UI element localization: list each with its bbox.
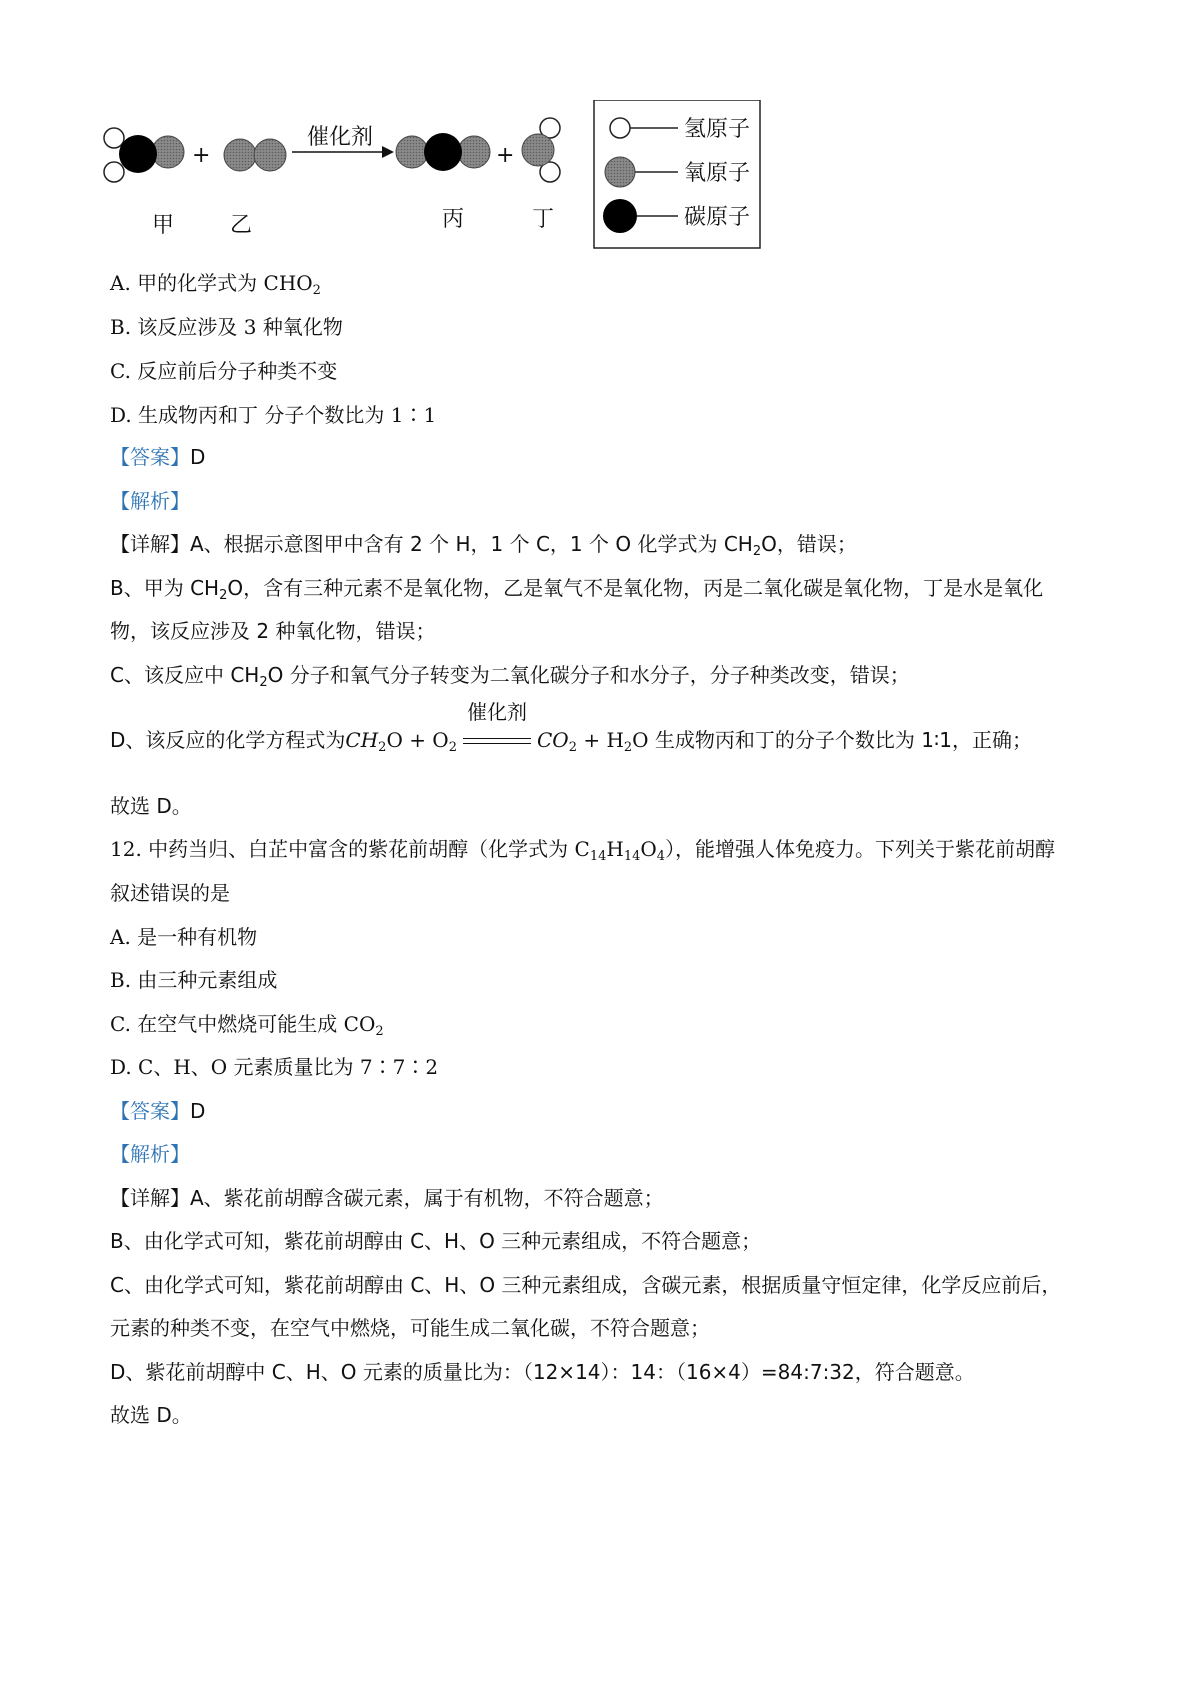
q12-explanation-c2: 元素的种类不变，在空气中燃烧，可能生成二氧化碳，不符合题意； — [110, 1316, 710, 1340]
q11-explanation-c: C、该反应中 $CH_2O$ 分子和氧气分子转变为二氧化碳分子和水分子，分子种类改变，错误； — [110, 663, 910, 690]
q12-explanation-a: 【详解】A、紫花前胡醇含碳元素，属于有机物，不符合题意； — [110, 1186, 664, 1210]
legend-oxygen: 氧原子 — [684, 161, 751, 186]
q11-answer: 【答案】D — [110, 445, 206, 469]
q12-option-c: C. 在空气中燃烧可能生成 $CO_2$ — [110, 1012, 384, 1039]
q11-option-b: B. 该反应涉及 3 种氧化物 — [110, 315, 343, 339]
q12-explanation-d: D、紫花前胡醇中 C、H、O 元素的质量比为：（12×14）：14：（16×4）=84:7:32，符合题意。 — [110, 1360, 975, 1384]
plus-sign-2: + — [496, 143, 515, 168]
label-yi: 乙 — [230, 213, 253, 238]
molecule-bing — [396, 133, 490, 171]
q12-analysis-tag: 【解析】 — [110, 1142, 190, 1166]
q11-analysis-tag: 【解析】 — [110, 489, 190, 513]
q11-option-c: C. 反应前后分子种类不变 — [110, 359, 338, 383]
molecule-ding — [522, 118, 560, 182]
plus-sign-1: + — [192, 143, 211, 168]
q11-option-d: D. 生成物丙和丁 分子个数比为 1∶1 — [110, 403, 437, 427]
q12-answer: 【答案】D — [110, 1099, 206, 1123]
q11-option-a: A. 甲的化学式为 $CHO_2$ — [110, 271, 321, 298]
catalyst-label: 催化剂 — [307, 125, 374, 150]
q12-option-d: D. C、H、O 元素质量比为 7∶7∶2 — [110, 1055, 439, 1079]
label-bing: 丙 — [442, 207, 465, 232]
q12-explanation-c1: C、由化学式可知，紫花前胡醇由 C、H、O 三种元素组成，含碳元素，根据质量守恒定律，化学反应前后， — [110, 1273, 1062, 1297]
q11-conclusion: 故选 D。 — [110, 794, 192, 818]
q11-explanation-d: D、该反应的化学方程式为$CH_2O + O_2$ 催化剂 $CO_2 + H_2O$ 生成物丙和丁的分子个数比为 1∶1，正确； — [110, 699, 1032, 755]
legend-carbon: 碳原子 — [684, 205, 751, 230]
label-jia: 甲 — [152, 213, 175, 238]
catalyst-condition: 催化剂 — [459, 728, 535, 756]
q12-option-b: B. 由三种元素组成 — [110, 968, 278, 992]
legend-hydrogen: 氢原子 — [684, 117, 751, 142]
q12-explanation-b: B、由化学式可知，紫花前胡醇由 C、H、O 三种元素组成，不符合题意； — [110, 1229, 762, 1253]
q12-conclusion: 故选 D。 — [110, 1403, 192, 1427]
q12-option-a: A. 是一种有机物 — [110, 925, 258, 949]
q12-stem-line2: 叙述错误的是 — [110, 881, 230, 905]
molecule-jia — [104, 128, 184, 182]
label-ding: 丁 — [532, 207, 555, 232]
q11-explanation-a: 【详解】A、根据示意图甲中含有 2 个 H，1 个 C，1 个 O 化学式为 $CH_2O$，错误； — [110, 532, 857, 559]
reaction-diagram — [100, 100, 840, 280]
legend-box — [594, 100, 760, 248]
q11-explanation-b1: B、甲为 $CH_2O$，含有三种元素不是氧化物，乙是氧气不是氧化物，丙是二氧化碳是氧化物，丁是水是氧化 — [110, 576, 1044, 603]
molecule-yi — [224, 139, 286, 171]
chemical-equation: $CH_2O + O_2$ 催化剂 $CO_2 + H_2O$ — [345, 699, 649, 755]
q11-explanation-b2: 物，该反应涉及 2 种氧化物，错误； — [110, 619, 436, 643]
q12-stem-line1: 12. 中药当归、白芷中富含的紫花前胡醇（化学式为 $C_{14}H_{14}O_4$），能增强人体免疫力。下列关于紫花前胡醇 — [110, 837, 1056, 864]
